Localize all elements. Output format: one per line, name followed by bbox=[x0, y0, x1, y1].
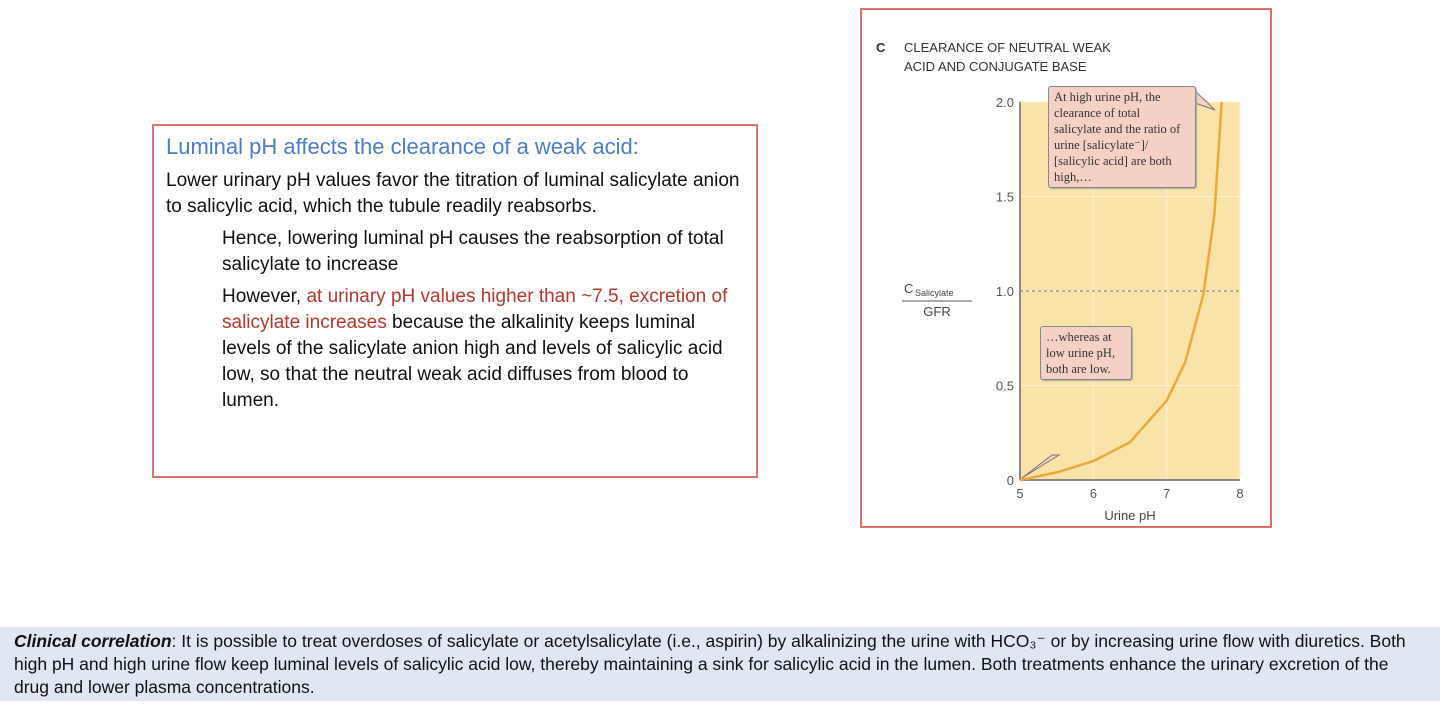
y-tick-label: 1.5 bbox=[995, 189, 1014, 205]
chart-title-line1: CLEARANCE OF NEUTRAL WEAK bbox=[904, 40, 1111, 55]
y-tick-label: 0 bbox=[1006, 473, 1014, 488]
ylabel-denominator: GFR bbox=[923, 304, 951, 319]
ylabel-subscript: Salicylate bbox=[915, 288, 954, 298]
annotation-low-ph: …whereas at low urine pH, both are low. bbox=[1040, 326, 1132, 380]
x-tick-label: 7 bbox=[1163, 486, 1171, 501]
para-high-ph-highlight: at urinary pH values higher than ~7.5, excretion of salicylate increases bbox=[222, 286, 728, 333]
weak-acid-clearance-box bbox=[152, 124, 758, 478]
x-tick-label: 6 bbox=[1089, 486, 1097, 501]
box-title: Luminal pH affects the clearance of a weak acid: bbox=[166, 134, 639, 159]
chart-title-line2: ACID AND CONJUGATE BASE bbox=[904, 59, 1087, 74]
para-high-ph-b: because the alkalinity keeps luminal levels of the salicylate anion high and levels of salicylic acid low, so that the neutral weak acid diffuses from blood to lumen. bbox=[222, 312, 723, 411]
clinical-correlation-label: Clinical correlation bbox=[14, 631, 172, 651]
para-high-ph bbox=[166, 284, 744, 414]
annotation-high-ph: At high urine pH, the clearance of total salicylate and the ratio of urine [salicylate⁻]/ [salicylic acid] are both high,… bbox=[1048, 86, 1196, 188]
y-tick-label: 1.0 bbox=[995, 284, 1014, 299]
clearance-chart bbox=[860, 8, 1272, 528]
y-tick-label: 0.5 bbox=[995, 378, 1014, 394]
clinical-correlation-banner bbox=[0, 627, 1440, 701]
ylabel-numerator: C bbox=[904, 281, 914, 296]
x-tick-label: 8 bbox=[1236, 486, 1244, 501]
y-tick-label: 2.0 bbox=[995, 95, 1014, 110]
para-lower-ph: Lower urinary pH values favor the titration of luminal salicylate anion to salicylic acid, which the tubule readily reabsorbs. bbox=[166, 170, 740, 217]
x-tick-label: 5 bbox=[1016, 486, 1024, 501]
clinical-correlation-text: : It is possible to treat overdoses of salicylate or acetylsalicylate (i.e., aspirin) by alkalinizing the urine with HCO₃⁻ or by increasing urine flow with diuretics. Both high pH and high urine flow keep luminal levels of salicylic acid low, thereby maintaining a sink for salicylic acid in the lumen. Both treatments enhance the urinary excretion of the drug and lower plasma concentrations. bbox=[14, 631, 1406, 697]
para-high-ph-a: However, bbox=[222, 286, 307, 307]
panel-label: C bbox=[876, 40, 886, 55]
para-reabsorption: Hence, lowering luminal pH causes the reabsorption of total salicylate to increase bbox=[222, 228, 724, 275]
x-axis-label: Urine pH bbox=[1104, 508, 1156, 523]
